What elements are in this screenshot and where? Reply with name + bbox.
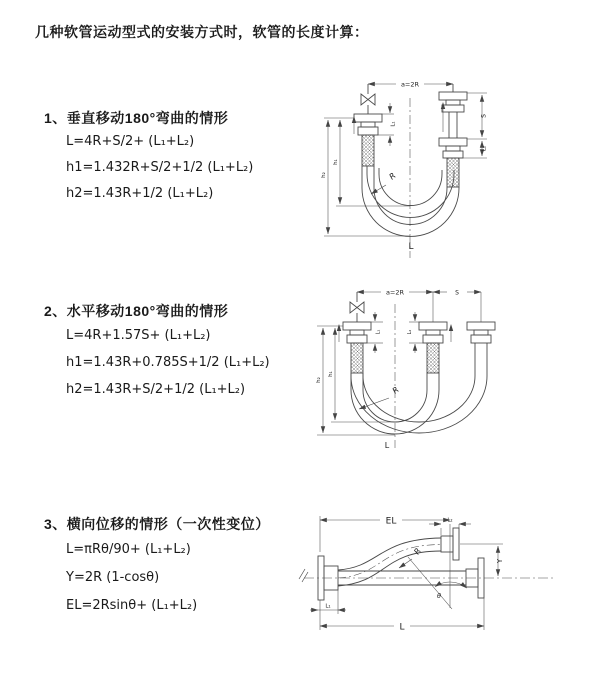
radius-label: R xyxy=(412,546,423,557)
diagram-horizontal-180-bend xyxy=(305,278,595,473)
angle-construction xyxy=(408,524,467,609)
right-pipe-fitting xyxy=(467,292,495,370)
section2-heading: 2、水平移动180°弯曲的情形 xyxy=(44,303,229,319)
pipe-break-icon xyxy=(299,569,308,582)
move-up-arrow-icon xyxy=(352,116,356,123)
section2-formula-h1: h1=1.43R+0.785S+1/2 (L₁+L₂) xyxy=(66,355,270,370)
dim-label-l2: L₂ xyxy=(447,517,453,524)
section3-formula-EL: EL=2Rsinθ+ (L₁+L₂) xyxy=(66,598,198,613)
page-title: 几种软管运动型式的安装方式时，软管的长度计算： xyxy=(35,24,369,40)
dim-label-h1: h₁ xyxy=(328,371,334,377)
dim-label-el: EL xyxy=(385,516,397,527)
radius-label: R xyxy=(387,171,398,182)
diagram-lateral-displacement xyxy=(298,498,598,643)
section3-formula-L: L=πRθ/90+ (L₁+L₂) xyxy=(66,542,191,557)
valve-icon xyxy=(350,302,364,313)
diagram-vertical-180-bend xyxy=(310,70,590,265)
dim-label-l1: L₁ xyxy=(375,329,382,335)
valve-icon xyxy=(361,94,375,105)
dim-label-a2r: a=2R xyxy=(400,80,420,89)
dim-label-s: S xyxy=(480,114,488,118)
dim-label-h2: h₂ xyxy=(321,172,327,178)
dim-label-l2: L₂ xyxy=(407,329,413,335)
section1-heading: 1、垂直移动180°弯曲的情形 xyxy=(44,110,229,126)
hose-s-curve xyxy=(338,551,441,586)
left-pipe-fitting xyxy=(352,84,382,166)
dim-label-l2: L₂ xyxy=(481,145,488,152)
length-label: L xyxy=(399,622,405,633)
section2-formula-L: L=4R+1.57S+ (L₁+L₂) xyxy=(66,328,211,343)
dimension-lines xyxy=(310,516,504,633)
right-pipe-fitting xyxy=(439,84,467,187)
length-label: L xyxy=(408,242,414,252)
hose-centerline xyxy=(338,545,441,579)
dim-label-l1: L₁ xyxy=(390,121,397,127)
length-label: L xyxy=(384,441,390,450)
section1-formula-h1: h1=1.432R+S/2+1/2 (L₁+L₂) xyxy=(66,160,254,175)
dimension-lines xyxy=(316,289,481,451)
dim-label-s: S xyxy=(455,289,459,297)
move-up-arrow-icon xyxy=(337,324,341,331)
middle-pipe-fitting xyxy=(419,292,453,373)
dimension-lines xyxy=(321,81,488,253)
radius-label: R xyxy=(390,385,401,396)
dim-label-h1: h₁ xyxy=(333,159,339,165)
dim-label-y: Y xyxy=(496,558,504,564)
move-up-arrow-icon xyxy=(449,324,453,331)
section3-heading: 3、横向位移的情形（一次性变位） xyxy=(44,516,270,532)
section1-formula-L: L=4R+S/2+ (L₁+L₂) xyxy=(66,134,195,149)
pipes-and-flanges xyxy=(318,528,484,600)
dim-label-l1: L₁ xyxy=(325,603,331,610)
left-pipe-fitting xyxy=(337,292,371,373)
section2-formula-h2: h2=1.43R+S/2+1/2 (L₁+L₂) xyxy=(66,382,246,397)
dim-label-a2r: a=2R xyxy=(385,288,405,297)
section3-formula-Y: Y=2R (1-cosθ) xyxy=(66,570,160,585)
dim-label-theta: θ xyxy=(437,592,441,600)
dim-label-h2: h₂ xyxy=(316,377,322,383)
section1-formula-h2: h2=1.43R+1/2 (L₁+L₂) xyxy=(66,186,214,201)
move-up-arrow-icon xyxy=(441,102,445,109)
hose-bend-arcs xyxy=(362,166,459,236)
hose-bend-arcs xyxy=(351,370,487,434)
